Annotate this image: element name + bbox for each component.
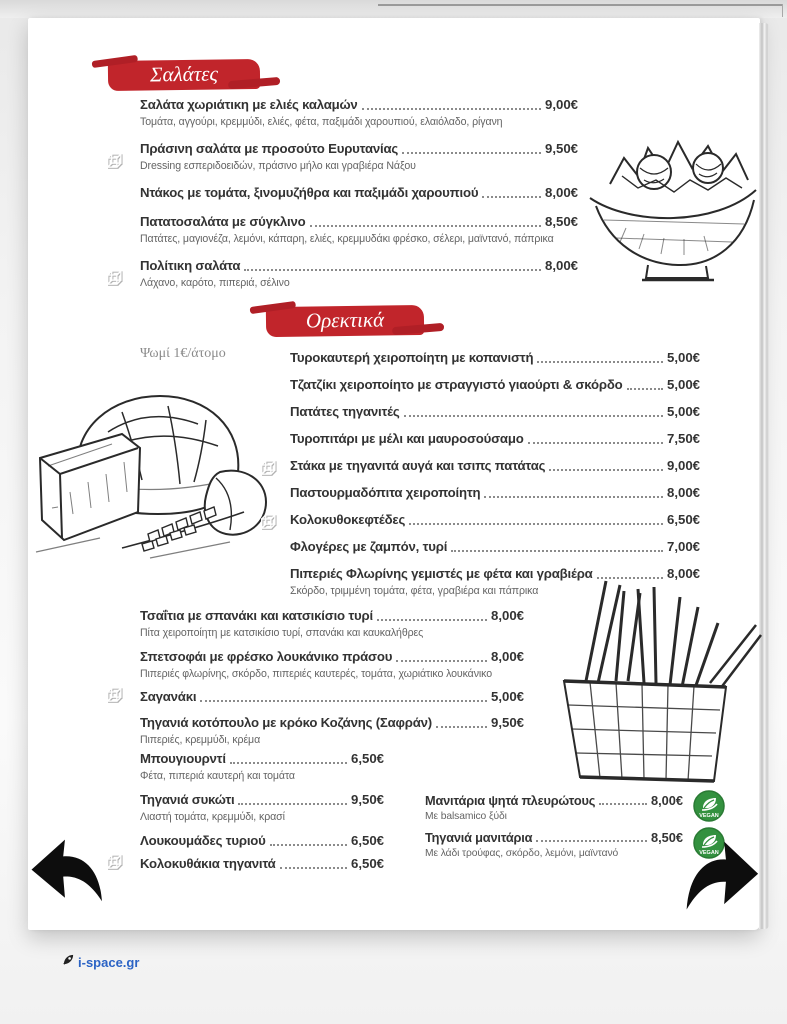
salad-bowl-illustration: [586, 76, 760, 294]
item-price: 6,50€: [666, 512, 700, 527]
menu-item: [140, 832, 384, 850]
menu-item: [290, 511, 700, 529]
item-price: 5,00€: [490, 689, 524, 704]
salads-list: [140, 96, 578, 301]
dotted-leader: [404, 414, 663, 417]
item-name: Λουκουμάδες τυριού: [140, 833, 266, 848]
item-price: 5,00€: [666, 404, 700, 419]
fries-basket-illustration: [528, 563, 763, 798]
toolbar-partial-border: [378, 4, 783, 6]
dotted-leader: [362, 107, 541, 110]
frozen-cube-icon: [100, 263, 128, 295]
menu-item: [140, 750, 384, 783]
item-price: 7,50€: [666, 431, 700, 446]
menu-item: [140, 213, 578, 246]
appetizers-left-narrow-column: [140, 750, 384, 884]
menu-item: [140, 855, 384, 873]
dotted-leader: [599, 802, 647, 805]
dotted-leader: [200, 699, 487, 702]
item-name: Πολίτικη σαλάτα: [140, 258, 241, 273]
item-price: 6,50€: [350, 833, 384, 848]
item-price: 8,50€: [650, 830, 683, 845]
item-name: Σαγανάκι: [140, 689, 197, 704]
item-name: Τηγανιά κοτόπουλο με κρόκο Κοζάνης (Σαφράν): [140, 715, 432, 730]
item-price: 8,00€: [490, 649, 524, 664]
item-desc: Σκόρδο, τριμμένη τομάτα, φέτα, γραβιέρα και πάπρικα: [290, 585, 539, 597]
bread-illustration: [30, 362, 274, 562]
dotted-leader: [482, 195, 541, 198]
item-desc: Λάχανο, καρότο, πιπεριά, σέλινο: [140, 277, 290, 289]
dotted-leader: [536, 839, 647, 842]
item-name: Κολοκυθοκεφτέδες: [290, 512, 406, 527]
menu-page: [28, 18, 760, 930]
menu-item: [140, 648, 524, 681]
menu-item: [290, 538, 700, 556]
rocket-icon: [62, 953, 75, 971]
dotted-leader: [270, 843, 347, 846]
item-name: Τζατζίκι χειροποίητο με στραγγιστό γιαούρτι & σκόρδο: [290, 377, 623, 392]
item-desc: Φέτα, πιπεριά καυτερή και τομάτα: [140, 770, 295, 782]
menu-item: [140, 184, 578, 202]
menu-item: [290, 403, 700, 421]
dotted-leader: [396, 659, 487, 662]
item-price: 6,50€: [350, 856, 384, 871]
dotted-leader: [484, 495, 663, 498]
section-title: Σαλάτες: [149, 61, 219, 87]
item-name: Φλογέρες με ζαμπόν, τυρί: [290, 539, 448, 554]
section-title: Ορεκτικά: [305, 307, 385, 333]
item-price: 9,00€: [544, 97, 578, 112]
item-desc: Dressing εσπεριδοειδών, πράσινο μήλο και γραβιέρα Νάξου: [140, 160, 416, 172]
item-name: Κολοκυθάκια τηγανιτά: [140, 856, 276, 871]
item-name: Τσαΐτια με σπανάκι και κατσικίσιο τυρί: [140, 608, 373, 623]
item-name: Τηγανιά συκώτι: [140, 792, 235, 807]
item-name: Ντάκος με τομάτα, ξινομυζήθρα και παξιμάδι χαρουπιού: [140, 185, 479, 200]
section-header-salads: [108, 59, 260, 91]
frozen-cube-icon: [100, 680, 128, 712]
item-price: 9,50€: [544, 141, 578, 156]
frozen-cube-icon: [254, 453, 282, 485]
item-name: Μπουγιουρντί: [140, 751, 226, 766]
appetizers-left-wide-column: [140, 607, 524, 758]
item-name: Τυροκαυτερή χειροποίητη με κοπανιστή: [290, 350, 534, 365]
menu-item: [290, 457, 700, 475]
menu-item: [140, 688, 524, 706]
bread-note: Ψωμί 1€/άτομο: [140, 346, 226, 361]
dotted-leader: [230, 761, 347, 764]
menu-item: [140, 96, 578, 129]
dotted-leader: [451, 549, 663, 552]
item-name: Σαλάτα χωριάτικη με ελιές καλαμών: [140, 97, 358, 112]
dotted-leader: [402, 151, 541, 154]
menu-item: [290, 349, 700, 367]
dotted-leader: [549, 468, 663, 471]
vegan-badge-icon: [693, 790, 725, 822]
dotted-leader: [409, 522, 663, 525]
menu-item: [290, 430, 700, 448]
item-price: 8,00€: [544, 258, 578, 273]
menu-item: [140, 714, 524, 747]
dotted-leader: [627, 387, 663, 390]
dotted-leader: [436, 725, 487, 728]
item-desc: Λιαστή τομάτα, κρεμμύδι, κρασί: [140, 811, 285, 823]
next-page-arrow[interactable]: [672, 838, 762, 922]
menu-item: [290, 376, 700, 394]
item-price: 5,00€: [666, 377, 700, 392]
item-desc: Πίτα χειροποίητη με κατσικίσιο τυρί, σπανάκι και καυκαλήθρες: [140, 627, 424, 639]
section-header-appetizers: [266, 305, 424, 337]
menu-item: [140, 140, 578, 173]
item-price: 8,00€: [544, 185, 578, 200]
item-name: Πατατοσαλάτα με σύγκλινο: [140, 214, 306, 229]
dotted-leader: [310, 224, 541, 227]
menu-item: [425, 792, 683, 823]
item-price: 9,50€: [350, 792, 384, 807]
item-desc: Πιπεριές, κρεμμύδι, κρέμα: [140, 734, 261, 746]
item-desc: Πατάτες, μαγιονέζα, λεμόνι, κάπαρη, ελιές, κρεμμυδάκι φρέσκο, σέλερι, μαϊντανό, πάπρικα: [140, 233, 554, 245]
viewer-top-edge: [0, 0, 787, 18]
dotted-leader: [537, 360, 663, 363]
item-price: 8,00€: [490, 608, 524, 623]
item-price: 8,50€: [544, 214, 578, 229]
dotted-leader: [377, 618, 487, 621]
menu-item: [140, 607, 524, 640]
menu-item: [140, 791, 384, 824]
dotted-leader: [528, 441, 663, 444]
menu-item: [140, 257, 578, 290]
item-price: 7,00€: [666, 539, 700, 554]
dotted-leader: [280, 866, 347, 869]
item-price: 6,50€: [350, 751, 384, 766]
dotted-leader: [238, 802, 347, 805]
item-desc: Τομάτα, αγγούρι, κρεμμύδι, ελιές, φέτα, παξιμάδι χαρουπιού, ελαιόλαδο, ρίγανη: [140, 116, 503, 128]
item-name: Μανιτάρια ψητά πλευρώτους: [425, 793, 596, 808]
item-name: Στάκα με τηγανιτά αυγά και τσιπς πατάτας: [290, 458, 546, 473]
item-price: 8,00€: [666, 566, 700, 581]
item-price: 9,50€: [490, 715, 524, 730]
item-desc: Με balsamico ξύδι: [425, 811, 507, 822]
frozen-cube-icon: [254, 507, 282, 539]
item-price: 8,00€: [650, 793, 683, 808]
item-desc: Με λάδι τρούφας, σκόρδο, λεμόνι, μαϊντανό: [425, 848, 619, 859]
item-name: Πιπεριές Φλωρίνης γεμιστές με φέτα και γραβιέρα: [290, 566, 593, 581]
mushroom-vegan-column: [425, 792, 683, 866]
menu-item: [425, 829, 683, 860]
item-name: Πράσινη σαλάτα με προσούτο Ευρυτανίας: [140, 141, 399, 156]
menu-item: [290, 484, 700, 502]
footer-brand-text: i-space.gr: [78, 954, 140, 970]
item-price: 8,00€: [666, 485, 700, 500]
item-price: 9,00€: [666, 458, 700, 473]
prev-page-arrow[interactable]: [28, 836, 116, 912]
item-name: Σπετσοφάι με φρέσκο λουκάνικο πράσου: [140, 649, 393, 664]
item-desc: Πιπεριές φλωρίνης, σκόρδο, πιπεριές καυτερές, τομάτα, χωριάτικο λουκάνικο: [140, 668, 493, 680]
item-name: Τηγανιά μανιτάρια: [425, 830, 533, 845]
item-name: Τυροπιτάρι με μέλι και μαυροσούσαμο: [290, 431, 524, 446]
toolbar-partial-border-corner: [782, 4, 783, 17]
item-price: 5,00€: [666, 350, 700, 365]
frozen-cube-icon: [100, 146, 128, 178]
footer-brand-link[interactable]: [62, 953, 139, 971]
item-name: Παστουρμαδόπιτα χειροποίητη: [290, 485, 481, 500]
item-name: Πατάτες τηγανιτές: [290, 404, 400, 419]
dotted-leader: [244, 268, 541, 271]
